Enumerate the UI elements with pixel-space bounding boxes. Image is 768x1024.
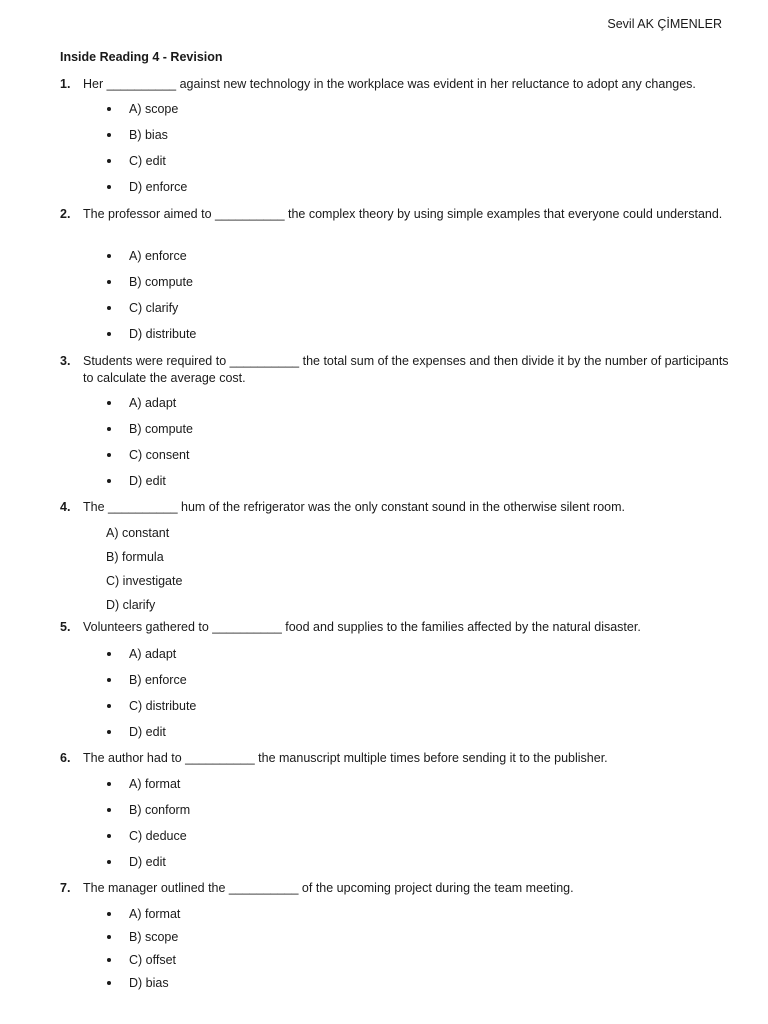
option-item: B) compute bbox=[104, 421, 193, 437]
question-stem: The professor aimed to __________ the complex theory by using simple examples that everyone could understand. bbox=[83, 207, 723, 221]
options-list bbox=[106, 525, 182, 613]
question-3 bbox=[60, 353, 730, 386]
author-name: Sevil AK ÇİMENLER bbox=[607, 17, 722, 31]
question-number: 6. bbox=[60, 751, 71, 765]
question-7 bbox=[60, 880, 730, 897]
question-5 bbox=[60, 619, 730, 636]
question-stem: Her __________ against new technology in the workplace was evident in her reluctance to adopt any changes. bbox=[83, 77, 696, 91]
option-item: C) clarify bbox=[104, 300, 196, 316]
option-item: B) conform bbox=[104, 802, 190, 818]
option-item: A) enforce bbox=[104, 248, 196, 264]
option-item: C) consent bbox=[104, 447, 193, 463]
options-list bbox=[104, 646, 196, 740]
option-item: A) format bbox=[104, 906, 180, 922]
options-list bbox=[104, 101, 187, 195]
option-item: D) clarify bbox=[106, 598, 156, 612]
question-number: 3. bbox=[60, 354, 71, 368]
question-stem: The author had to __________ the manuscript multiple times before sending it to the publisher. bbox=[83, 751, 608, 765]
options-list bbox=[104, 776, 190, 870]
question-stem: Students were required to __________ the total sum of the expenses and then divide it by the number of participants to calculate the average cost. bbox=[83, 354, 729, 385]
question-stem: The manager outlined the __________ of the upcoming project during the team meeting. bbox=[83, 881, 574, 895]
option-item: D) enforce bbox=[104, 179, 187, 195]
option-item: D) distribute bbox=[104, 326, 196, 342]
option-item: B) bias bbox=[104, 127, 187, 143]
option-item: B) scope bbox=[104, 929, 180, 945]
option-item: A) adapt bbox=[104, 395, 193, 411]
question-number: 5. bbox=[60, 620, 71, 634]
option-item: D) edit bbox=[104, 854, 190, 870]
option-item: A) adapt bbox=[104, 646, 196, 662]
option-item: C) offset bbox=[104, 952, 180, 968]
question-4 bbox=[60, 499, 730, 516]
question-2 bbox=[60, 206, 730, 223]
option-item: A) scope bbox=[104, 101, 187, 117]
worksheet-title: Inside Reading 4 - Revision bbox=[60, 50, 223, 64]
option-item: C) investigate bbox=[106, 574, 183, 588]
question-number: 4. bbox=[60, 500, 71, 514]
question-number: 2. bbox=[60, 207, 71, 221]
question-stem: The __________ hum of the refrigerator was the only constant sound in the otherwise silent room. bbox=[83, 500, 625, 514]
options-list bbox=[104, 906, 180, 991]
option-item: B) compute bbox=[104, 274, 196, 290]
option-item: A) constant bbox=[106, 526, 170, 540]
option-item: B) enforce bbox=[104, 672, 196, 688]
question-number: 1. bbox=[60, 77, 71, 91]
option-item: D) bias bbox=[104, 975, 180, 991]
option-item: B) formula bbox=[106, 550, 164, 564]
question-stem: Volunteers gathered to __________ food and supplies to the families affected by the natural disaster. bbox=[83, 620, 641, 634]
option-item: A) format bbox=[104, 776, 190, 792]
options-list bbox=[104, 395, 193, 489]
option-item: D) edit bbox=[104, 724, 196, 740]
question-1 bbox=[60, 76, 730, 93]
options-list bbox=[104, 248, 196, 342]
option-item: C) edit bbox=[104, 153, 187, 169]
option-item: C) distribute bbox=[104, 698, 196, 714]
option-item: C) deduce bbox=[104, 828, 190, 844]
question-number: 7. bbox=[60, 881, 71, 895]
question-6 bbox=[60, 750, 730, 767]
option-item: D) edit bbox=[104, 473, 193, 489]
